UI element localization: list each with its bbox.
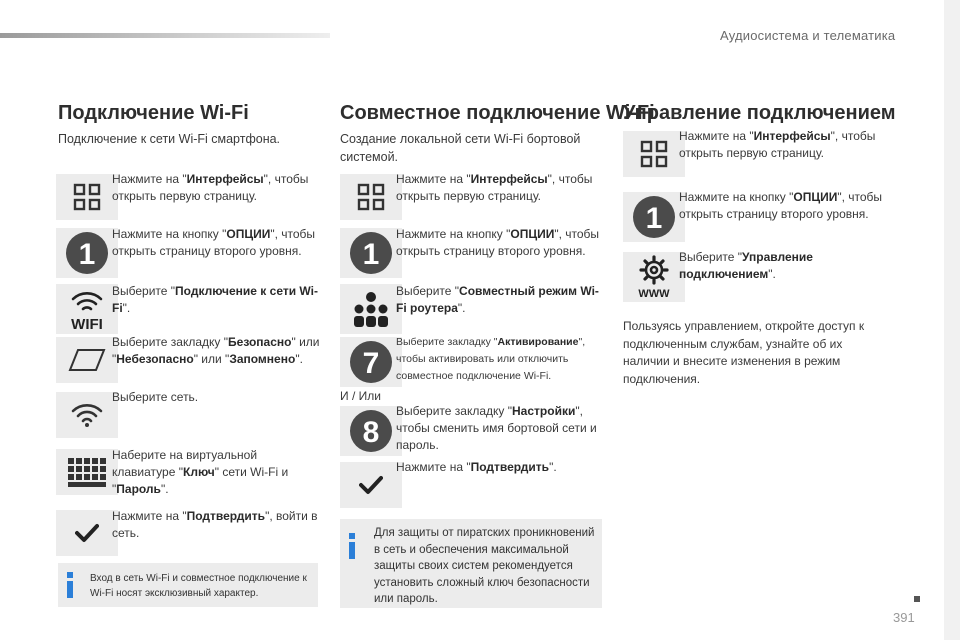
gear-www-icon [623,252,685,302]
svg-text:7: 7 [362,347,380,380]
col1-step-6: Наберите на виртуальной клавиатуре "Ключ" сети Wi-Fi и "Пароль". [112,448,289,496]
svg-text:1: 1 [645,202,663,235]
or-separator: И / Или [340,389,381,403]
col3-step-1: Нажмите на "Интерфейсы", чтобы открыть первую страницу. [679,129,876,160]
col2-step-3: Выберите "Совместный режим Wi-Fi роутера". [396,284,599,315]
number-7-icon [340,337,402,387]
wifi-signal-icon [56,392,118,438]
checkmark-icon [340,462,402,508]
number-1-icon [623,192,685,242]
tab-shape-icon [56,337,118,383]
col3-outro: Пользуясь управлением, откройте доступ к подключенным службам, узнайте об их наличии и внесите изменения в режим подключения. [623,319,865,386]
col3-step-2: Нажмите на кнопку "ОПЦИИ", чтобы открыть страницу второго уровня. [679,190,883,221]
svg-text:1: 1 [362,238,380,271]
header-accent-bar [0,33,330,38]
number-1-icon [340,228,402,278]
page-marker [914,596,920,602]
col2-note-text: Для защиты от пиратских проникновений в сеть и обеспечения максимальной защиты своих систем рекомендуется установить сложный ключ безопасности или пароль. [374,527,595,605]
grid-icon [623,131,685,177]
keyboard-icon [56,449,118,495]
number-1-icon [56,228,118,278]
svg-text:WWW: WWW [638,288,670,299]
col2-info-note [340,519,602,608]
col2-step-5: Выберите закладку "Настройки", чтобы сменить имя бортовой сети и пароль. [396,404,597,452]
connection-management-title: Управление подключением [623,102,896,124]
svg-text:8: 8 [362,416,380,449]
col1-step-3: Выберите "Подключение к сети Wi-Fi". [112,284,318,315]
shared-wifi-title: Совместное подключение Wi-Fi [340,102,655,124]
col2-step-6: Нажмите на "Подтвердить". [396,460,557,474]
wifi-connection-intro: Подключение к сети Wi-Fi смартфона. [58,132,281,146]
page-number: 391 [893,610,915,625]
grid-icon [340,174,402,220]
col3-step-3: Выберите "Управление подключением". [679,250,813,281]
svg-text:1: 1 [78,238,96,271]
wifi-icon [56,284,118,334]
col2-step-2: Нажмите на кнопку "ОПЦИИ", чтобы открыть страницу второго уровня. [396,227,600,258]
col2-step-1: Нажмите на "Интерфейсы", чтобы открыть первую страницу. [396,172,593,203]
col1-step-5: Выберите сеть. [112,390,199,404]
number-8-icon [340,406,402,456]
col1-step-1: Нажмите на "Интерфейсы", чтобы открыть первую страницу. [112,172,309,203]
col1-info-note [58,563,318,607]
info-icon [66,572,74,598]
svg-text:WIFI: WIFI [71,316,103,331]
col1-note-text: Вход в сеть Wi-Fi и совместное подключение к Wi-Fi носят эксклюзивный характер. [90,573,307,599]
col1-step-7: Нажмите на "Подтвердить", войти в сеть. [112,509,318,540]
wifi-connection-title: Подключение Wi-Fi [58,102,249,124]
checkmark-icon [56,510,118,556]
col1-step-2: Нажмите на кнопку "ОПЦИИ", чтобы открыть страницу второго уровня. [112,227,316,258]
grid-icon [56,174,118,220]
info-icon [348,533,356,559]
col2-step-4: Выберите закладку "Активирование", чтобы активировать или отключить совместное подключение Wi-Fi. [396,336,586,382]
people-icon [340,284,402,334]
page-edge-strip [944,0,960,640]
section-title: Аудиосистема и телематика [720,28,896,43]
shared-wifi-intro: Создание локальной сети Wi-Fi бортовой системой. [340,132,581,164]
col1-step-4: Выберите закладку "Безопасно" или "Небезопасно" или "Запомнено". [112,335,320,366]
